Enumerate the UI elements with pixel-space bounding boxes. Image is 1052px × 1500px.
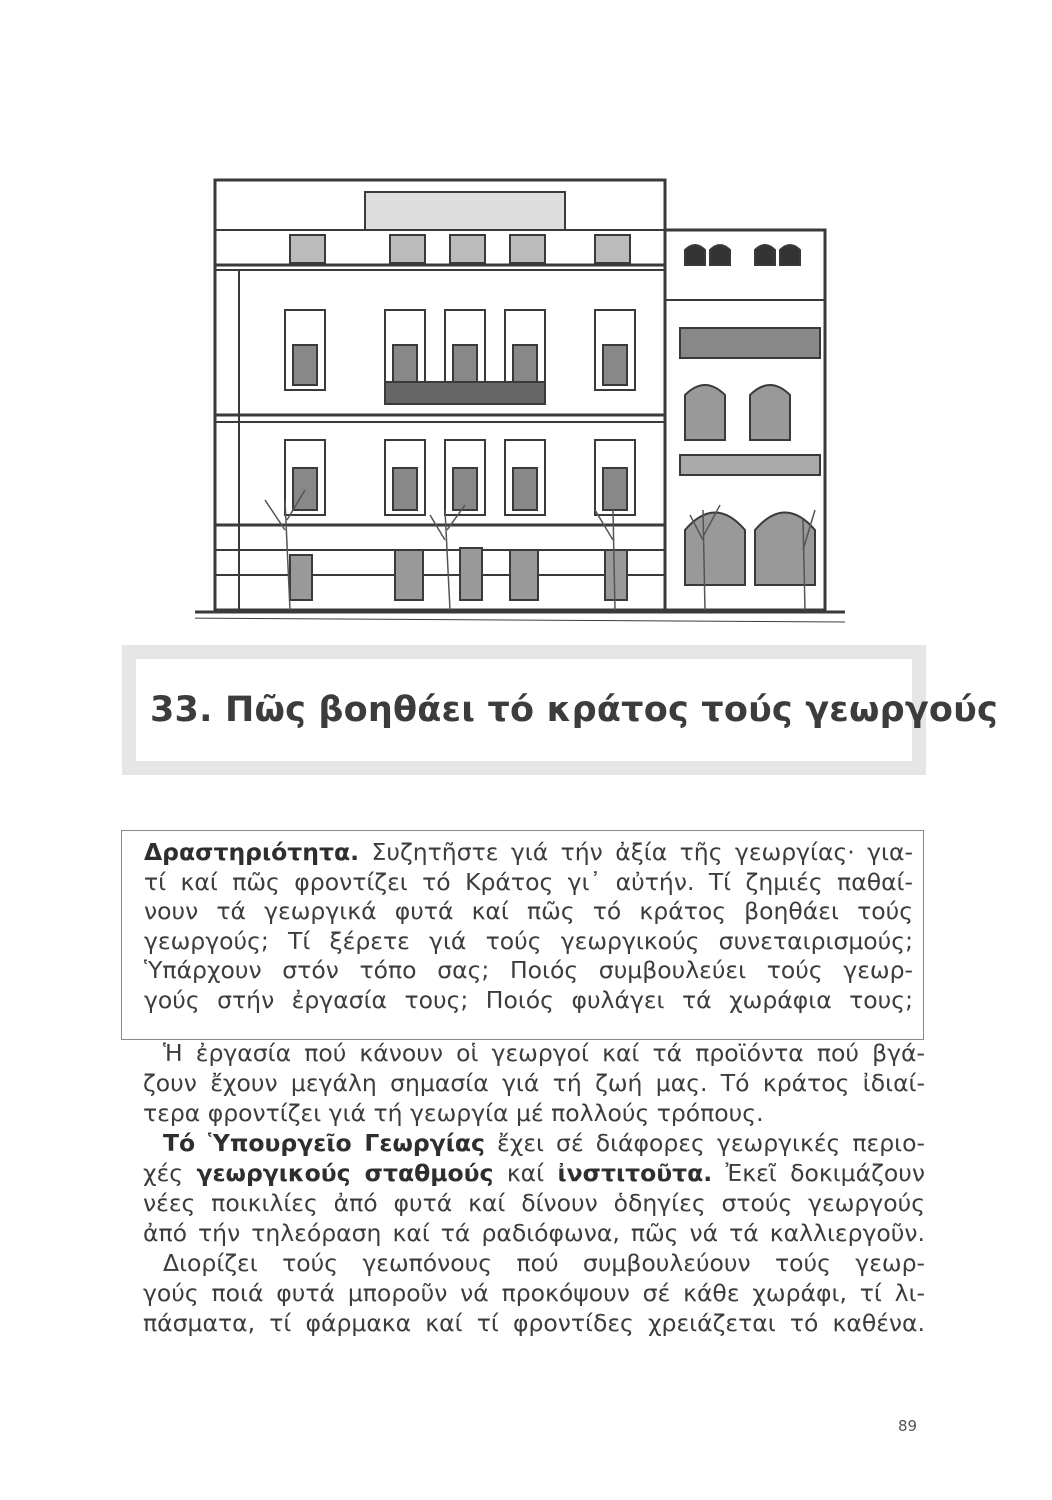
paragraph-line: ἀπό τήν τηλεόραση καί τά ραδιόφωνα, πῶς νά τά καλλιεργοῦν. [143,1219,925,1247]
paragraph-line: Τό Ὑπουργεῖο Γεωργίας ἔχει σέ διάφορες γεωργικές περιο- [163,1129,925,1157]
body-text [143,1038,925,1338]
title-band [122,645,998,775]
paragraph-line: Διορίζει τούς γεωπόνους πού συμβουλεύουν τούς γεωρ- [163,1249,925,1277]
paragraph-line: γούς ποιά φυτά μποροῦν νά προκόψουν σέ κάθε χωράφι, τί λι- [143,1279,925,1307]
activity-box [121,830,924,1040]
ministry-term: Τό Ὑπουργεῖο Γεωργίας [163,1129,485,1157]
activity-line: νουν τά γεωργικά φυτά καί πῶς τό κράτος βοηθάει τούς [144,897,913,925]
institutes-term: ἰνστιτοῦτα. [557,1159,713,1187]
activity-line: γούς στήν ἐργασία τους; Ποιός φυλάγει τά χωράφια τους; [144,985,913,1014]
activity-line: τί καί πῶς φροντίζει τό Κράτος γι᾿ αὐτήν. Τί ζημιές παθαί- [144,867,913,896]
paragraph-line: πάσματα, τί φάρμακα καί τί φροντίδες χρειάζεται τό καθένα. [143,1309,925,1337]
paragraph-line: χές γεωργικούς σταθμούς καί ἰνστιτοῦτα. Ἐκεῖ δοκιμάζουν [143,1159,925,1187]
activity-line: Ὑπάρχουν στόν τόπο σας; Ποιός συμβουλεύει τούς γεωρ- [144,956,913,984]
building-illustration [195,170,855,630]
paragraph-line: Ἡ ἐργασία πού κάνουν οἱ γεωργοί καί τά προϊόντα πού βγά- [163,1039,925,1067]
paragraph-line: νέες ποικιλίες ἀπό φυτά καί δίνουν ὁδηγίες στούς γεωργούς [143,1189,925,1217]
stations-term: γεωργικούς σταθμούς [196,1159,494,1187]
activity-line: γεωργούς; Τί ξέρετε γιά τούς γεωργικούς συνεταιρισμούς; [144,926,913,955]
paragraph-line: ζουν ἔχουν μεγάλη σημασία γιά τή ζωή μας. Τό κράτος ἰδιαί- [143,1069,925,1097]
paragraph-line: τερα φροντίζει γιά τή γεωργία μέ πολλούς τρόπους. [143,1099,764,1127]
activity-line: Δραστηριότητα. Συζητῆστε γιά τήν ἀξία τῆς γεωργίας· για- [144,838,913,866]
activity-label: Δραστηριότητα. [144,838,360,866]
lesson-title: 33. Πῶς βοηθάει τό κράτος τούς γεωργούς [150,690,998,730]
page-number: 89 [898,1417,918,1435]
title-frame [136,659,998,761]
